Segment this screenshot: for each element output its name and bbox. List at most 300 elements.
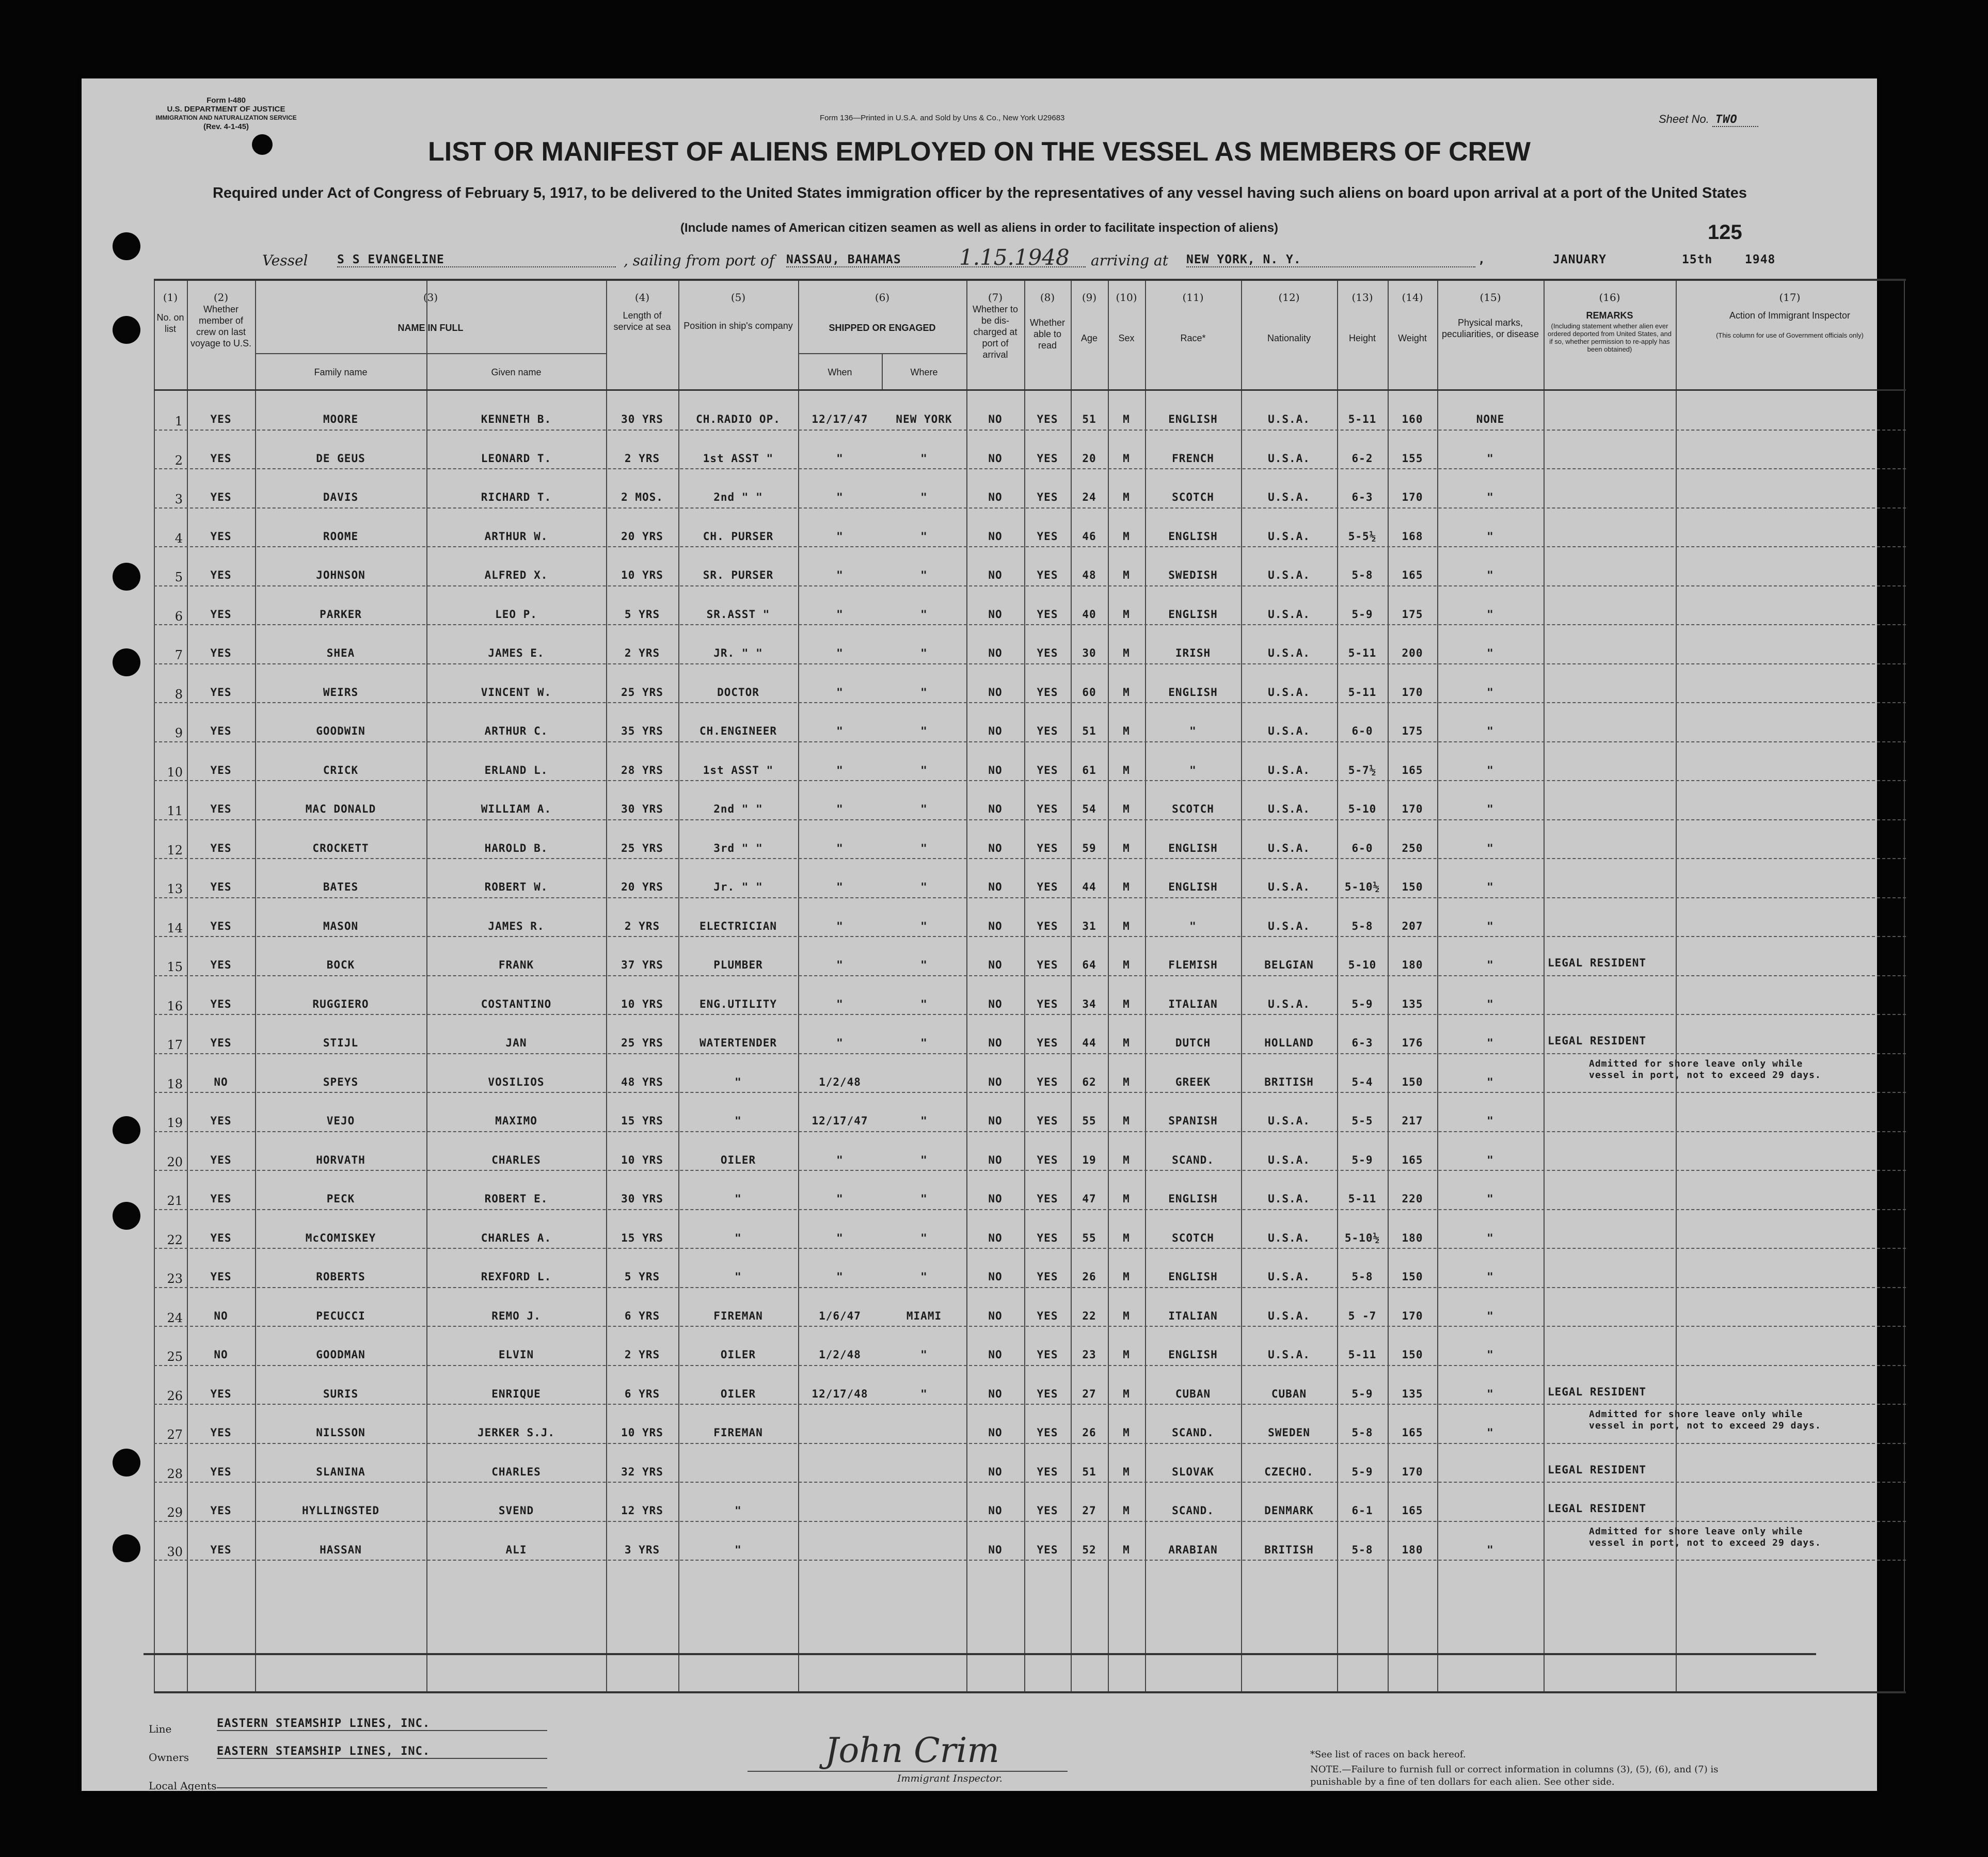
instruction-line: (Include names of American citizen seamen as well as aliens in order to facilitate inspection of aliens): [680, 221, 1279, 235]
age-cell: 51: [1082, 413, 1096, 425]
col-remarks-header: REMARKS: [1586, 310, 1633, 321]
marks-cell: ": [1487, 919, 1494, 932]
row-number-cell: 29: [167, 1505, 183, 1520]
race-cell: ENGLISH: [1168, 530, 1218, 543]
age-cell: 47: [1082, 1193, 1096, 1205]
marks-cell: ": [1487, 842, 1494, 854]
discharged-cell: NO: [988, 530, 1003, 543]
age-cell: 44: [1082, 1037, 1096, 1049]
row-number-cell: 18: [167, 1076, 183, 1091]
age-cell: 40: [1082, 608, 1096, 621]
column-number: (13): [1351, 291, 1373, 304]
marks-cell: ": [1487, 1271, 1494, 1283]
shipped-when-cell: ": [836, 764, 844, 776]
last-voyage-cell: YES: [210, 608, 232, 621]
shipped-where-cell: ": [920, 803, 928, 815]
marks-cell: ": [1487, 1309, 1494, 1322]
height-cell: 5-10: [1348, 959, 1377, 971]
discharged-cell: NO: [988, 1387, 1003, 1400]
position-cell: ": [735, 1543, 742, 1556]
shipped-when-cell: ": [836, 530, 844, 543]
family-name-cell: DE GEUS: [316, 452, 365, 465]
age-cell: 54: [1082, 803, 1096, 815]
last-voyage-cell: YES: [210, 803, 232, 815]
shipped-when-cell: ": [836, 1193, 844, 1205]
race-cell: IRISH: [1175, 647, 1211, 659]
given-name-cell: REMO J.: [491, 1309, 541, 1322]
arrival-port: NEW YORK, N. Y.: [1186, 253, 1475, 267]
height-cell: 5-10: [1348, 803, 1377, 815]
agents-line: [217, 1787, 547, 1788]
marks-cell: ": [1487, 1193, 1494, 1205]
row-number-cell: 4: [174, 531, 183, 546]
punch-hole: [113, 563, 140, 591]
position-cell: CH.ENGINEER: [699, 725, 777, 737]
department: U.S. DEPARTMENT OF JUSTICE: [167, 105, 285, 114]
marks-cell: ": [1487, 491, 1494, 503]
remarks-cell: LEGAL RESIDENT: [1548, 957, 1647, 969]
height-cell: 5-11: [1348, 1193, 1377, 1205]
weight-cell: 165: [1402, 1504, 1423, 1517]
weight-cell: 135: [1402, 997, 1423, 1010]
shipped-where-cell: ": [920, 530, 928, 543]
able-to-read-cell: YES: [1037, 491, 1058, 503]
given-name-cell: VOSILIOS: [488, 1075, 545, 1088]
penalty-note: NOTE.—Failure to furnish full or correct information in columns (3), (5), (6), and (7) is punishable by a fine of ten dollars for each alien. See other side.: [1310, 1764, 1719, 1787]
shipped-where-cell: ": [920, 647, 928, 659]
age-cell: 60: [1082, 686, 1096, 699]
col-no-header: No. on list: [156, 312, 184, 334]
discharged-cell: NO: [988, 686, 1003, 699]
weight-cell: 207: [1402, 919, 1423, 932]
last-voyage-cell: YES: [210, 959, 232, 971]
position-cell: FIREMAN: [713, 1309, 763, 1322]
shipped-where-cell: MIAMI: [906, 1309, 942, 1322]
last-voyage-cell: YES: [210, 452, 232, 465]
race-cell: ENGLISH: [1168, 1193, 1218, 1205]
shipped-where-cell: ": [920, 491, 928, 503]
row-number-cell: 27: [167, 1427, 183, 1442]
sex-cell: M: [1123, 1309, 1130, 1322]
shipped-when-cell: ": [836, 686, 844, 699]
age-cell: 51: [1082, 725, 1096, 737]
punch-hole: [113, 1534, 140, 1562]
row-number-cell: 25: [167, 1350, 183, 1364]
weight-cell: 175: [1402, 725, 1423, 737]
age-cell: 62: [1082, 1075, 1096, 1088]
service-cell: 12 YRS: [621, 1504, 663, 1517]
col-age-header: Age: [1080, 333, 1098, 343]
age-cell: 55: [1082, 1231, 1096, 1244]
position-cell: ": [735, 1115, 742, 1127]
last-voyage-cell: YES: [210, 530, 232, 543]
shipped-where-cell: ": [920, 1153, 928, 1166]
marks-cell: ": [1487, 1543, 1494, 1556]
age-cell: 52: [1082, 1543, 1096, 1556]
position-cell: OILER: [720, 1153, 756, 1166]
able-to-read-cell: YES: [1037, 569, 1058, 581]
marks-cell: ": [1487, 881, 1494, 893]
marks-cell: ": [1487, 569, 1494, 581]
age-cell: 44: [1082, 881, 1096, 893]
col-where-header: Where: [910, 367, 938, 377]
discharged-cell: NO: [988, 452, 1003, 465]
able-to-read-cell: YES: [1037, 959, 1058, 971]
races-note: *See list of races on back hereof.: [1310, 1749, 1466, 1760]
given-name-cell: CHARLES: [491, 1153, 541, 1166]
nationality-cell: U.S.A.: [1268, 1193, 1310, 1205]
last-voyage-cell: YES: [210, 647, 232, 659]
height-cell: 6-3: [1351, 491, 1373, 503]
column-number: (3): [423, 291, 438, 304]
shipped-where-cell: ": [920, 686, 928, 699]
last-voyage-cell: YES: [210, 842, 232, 854]
given-name-cell: KENNETH B.: [481, 413, 552, 425]
sex-cell: M: [1123, 1348, 1130, 1361]
sex-cell: M: [1123, 803, 1130, 815]
department-block: [144, 96, 309, 131]
last-voyage-cell: YES: [210, 919, 232, 932]
marks-cell: NONE: [1476, 413, 1505, 425]
col-weight-header: Weight: [1398, 333, 1427, 343]
weight-cell: 150: [1402, 881, 1423, 893]
column-number: (15): [1480, 291, 1501, 304]
shipped-where-cell: ": [920, 608, 928, 621]
line-label: Line: [149, 1723, 172, 1735]
given-name-cell: MAXIMO: [495, 1115, 537, 1127]
weight-cell: 165: [1402, 1153, 1423, 1166]
service-cell: 25 YRS: [621, 842, 663, 854]
table-row: [154, 1521, 1906, 1560]
family-name-cell: PARKER: [320, 608, 362, 621]
given-name-cell: SVEND: [498, 1504, 534, 1517]
race-cell: SCAND.: [1172, 1426, 1214, 1439]
nationality-cell: DENMARK: [1264, 1504, 1314, 1517]
race-cell: DUTCH: [1175, 1037, 1211, 1049]
sheet-label: Sheet No.: [1659, 113, 1709, 125]
marks-cell: ": [1487, 959, 1494, 971]
family-name-cell: PECK: [326, 1193, 355, 1205]
owners-value: EASTERN STEAMSHIP LINES, INC.: [217, 1745, 547, 1759]
able-to-read-cell: YES: [1037, 1387, 1058, 1400]
race-cell: SCAND.: [1172, 1504, 1214, 1517]
race-cell: SCAND.: [1172, 1153, 1214, 1166]
nationality-cell: U.S.A.: [1268, 491, 1310, 503]
row-number-cell: 19: [167, 1116, 183, 1130]
age-cell: 46: [1082, 530, 1096, 543]
age-cell: 51: [1082, 1465, 1096, 1478]
discharged-cell: NO: [988, 803, 1003, 815]
sex-cell: M: [1123, 530, 1130, 543]
row-number-cell: 30: [167, 1544, 183, 1559]
column-number: (14): [1402, 291, 1423, 304]
family-name-cell: STIJL: [323, 1037, 359, 1049]
given-name-cell: LEONARD T.: [481, 452, 552, 465]
service-cell: 30 YRS: [621, 413, 663, 425]
sex-cell: M: [1123, 569, 1130, 581]
discharged-cell: NO: [988, 1037, 1003, 1049]
col-shipped-header: SHIPPED OR ENGAGED: [829, 323, 936, 333]
discharged-cell: NO: [988, 1348, 1003, 1361]
race-cell: GREEK: [1175, 1075, 1211, 1088]
weight-cell: 150: [1402, 1271, 1423, 1283]
column-number: (6): [874, 291, 890, 304]
given-name-cell: JAN: [505, 1037, 527, 1049]
given-name-cell: CHARLES: [491, 1465, 541, 1478]
shipped-where-cell: ": [920, 842, 928, 854]
col-name-header: NAME IN FULL: [397, 323, 464, 333]
shipped-when-cell: ": [836, 959, 844, 971]
service-cell: 6 YRS: [624, 1387, 660, 1400]
last-voyage-cell: YES: [210, 1037, 232, 1049]
height-cell: 6-0: [1351, 842, 1373, 854]
sex-cell: M: [1123, 647, 1130, 659]
service-cell: 3 YRS: [624, 1543, 660, 1556]
family-name-cell: SHEA: [326, 647, 355, 659]
height-cell: 5-8: [1351, 1543, 1373, 1556]
shipped-when-cell: ": [836, 1231, 844, 1244]
table-row: [154, 1053, 1906, 1092]
age-cell: 59: [1082, 842, 1096, 854]
race-cell: ENGLISH: [1168, 1348, 1218, 1361]
given-name-cell: JAMES R.: [488, 919, 545, 932]
discharged-cell: NO: [988, 1271, 1003, 1283]
service-cell: 25 YRS: [621, 1037, 663, 1049]
nationality-cell: U.S.A.: [1268, 725, 1310, 737]
marks-cell: ": [1487, 1348, 1494, 1361]
family-name-cell: WEIRS: [323, 686, 359, 699]
marks-cell: ": [1487, 1387, 1494, 1400]
sex-cell: M: [1123, 1465, 1130, 1478]
col-action-header: Action of Immigrant Inspector: [1729, 310, 1851, 321]
row-divider: [154, 1560, 1906, 1561]
height-cell: 5-8: [1351, 1271, 1373, 1283]
nationality-cell: U.S.A.: [1268, 608, 1310, 621]
given-name-cell: ALI: [505, 1543, 527, 1556]
last-voyage-cell: NO: [214, 1075, 228, 1088]
table-row: [154, 390, 1906, 430]
col-family-name-header: Family name: [314, 367, 368, 377]
position-cell: FIREMAN: [713, 1426, 763, 1439]
nationality-cell: U.S.A.: [1268, 881, 1310, 893]
service-cell: 10 YRS: [621, 1153, 663, 1166]
shipped-where-cell: ": [920, 569, 928, 581]
position-cell: 3rd " ": [713, 842, 763, 854]
family-name-cell: MOORE: [323, 413, 359, 425]
agents-label: Local Agents: [149, 1780, 217, 1792]
weight-cell: 217: [1402, 1115, 1423, 1127]
row-number-cell: 23: [167, 1272, 183, 1286]
age-cell: 19: [1082, 1153, 1096, 1166]
column-number: (12): [1278, 291, 1300, 304]
discharged-cell: NO: [988, 1309, 1003, 1322]
able-to-read-cell: YES: [1037, 1153, 1058, 1166]
given-name-cell: ARTHUR C.: [484, 725, 548, 737]
given-name-cell: ELVIN: [498, 1348, 534, 1361]
age-cell: 26: [1082, 1271, 1096, 1283]
age-cell: 64: [1082, 959, 1096, 971]
race-cell: SCOTCH: [1172, 803, 1214, 815]
age-cell: 23: [1082, 1348, 1096, 1361]
column-number: (7): [988, 291, 1003, 304]
given-name-cell: ROBERT W.: [484, 881, 548, 893]
nationality-cell: U.S.A.: [1268, 803, 1310, 815]
sex-cell: M: [1123, 1037, 1130, 1049]
height-cell: 5-9: [1351, 1153, 1373, 1166]
row-number-cell: 6: [174, 609, 183, 624]
height-cell: 5-5½: [1348, 530, 1377, 543]
able-to-read-cell: YES: [1037, 1543, 1058, 1556]
weight-cell: 180: [1402, 1231, 1423, 1244]
row-number-cell: 17: [167, 1038, 183, 1052]
sex-cell: M: [1123, 1271, 1130, 1283]
sex-cell: M: [1123, 1115, 1130, 1127]
age-cell: 26: [1082, 1426, 1096, 1439]
nationality-cell: U.S.A.: [1268, 530, 1310, 543]
column-number: (9): [1082, 291, 1097, 304]
position-cell: OILER: [720, 1348, 756, 1361]
height-cell: 5-9: [1351, 997, 1373, 1010]
family-name-cell: NILSSON: [316, 1426, 365, 1439]
nationality-cell: U.S.A.: [1268, 1309, 1310, 1322]
family-name-cell: MAC DONALD: [305, 803, 376, 815]
family-name-cell: BATES: [323, 881, 359, 893]
shipped-when-cell: 12/17/47: [812, 1115, 868, 1127]
shipped-where-cell: ": [920, 764, 928, 776]
family-name-cell: MASON: [323, 919, 359, 932]
position-cell: CH. PURSER: [703, 530, 774, 543]
discharged-cell: NO: [988, 764, 1003, 776]
handwritten-date: 1.15.1948: [959, 245, 1070, 270]
weight-cell: 150: [1402, 1348, 1423, 1361]
shipped-when-cell: 1/2/48: [819, 1348, 861, 1361]
shipped-when-cell: 1/6/47: [819, 1309, 861, 1322]
table-row: [154, 507, 1906, 547]
last-voyage-cell: YES: [210, 997, 232, 1010]
able-to-read-cell: YES: [1037, 1465, 1058, 1478]
last-voyage-cell: YES: [210, 1543, 232, 1556]
column-number: (4): [634, 291, 650, 304]
col-action-note: (This column for use of Government officials only): [1716, 331, 1864, 339]
table-row: [154, 780, 1906, 819]
col-nationality-header: Nationality: [1267, 333, 1311, 343]
column-number: (8): [1040, 291, 1055, 304]
shipped-when-cell: ": [836, 725, 844, 737]
table-row: [154, 975, 1906, 1014]
column-number: (16): [1599, 291, 1620, 304]
discharged-cell: NO: [988, 1075, 1003, 1088]
sex-cell: M: [1123, 764, 1130, 776]
service-cell: 35 YRS: [621, 725, 663, 737]
race-cell: SLOVAK: [1172, 1465, 1214, 1478]
arrival-comma: ,: [1478, 253, 1486, 266]
shipped-when-cell: ": [836, 608, 844, 621]
marks-cell: ": [1487, 1153, 1494, 1166]
weight-cell: 168: [1402, 530, 1423, 543]
inspector-signature: John Crim: [825, 1731, 999, 1770]
nationality-cell: U.S.A.: [1268, 569, 1310, 581]
sex-cell: M: [1123, 1504, 1130, 1517]
nationality-cell: U.S.A.: [1268, 413, 1310, 425]
table-row: [154, 936, 1906, 975]
family-name-cell: SPEYS: [323, 1075, 359, 1088]
service-cell: 10 YRS: [621, 569, 663, 581]
family-name-cell: VEJO: [326, 1115, 355, 1127]
able-to-read-cell: YES: [1037, 1426, 1058, 1439]
table-row: [154, 1209, 1906, 1248]
discharged-cell: NO: [988, 1115, 1003, 1127]
discharged-cell: NO: [988, 842, 1003, 854]
given-name-cell: ARTHUR W.: [484, 530, 548, 543]
height-cell: 5-7½: [1348, 764, 1377, 776]
service-cell: 2 YRS: [624, 1348, 660, 1361]
row-number-cell: 3: [174, 492, 183, 506]
race-cell: ": [1189, 919, 1197, 932]
printer-line: Form 136—Printed in U.S.A. and Sold by Uns & Co., New York U29683: [820, 114, 1065, 122]
table-row: [154, 585, 1906, 625]
arriving-label: arriving at: [1091, 252, 1168, 269]
last-voyage-cell: YES: [210, 881, 232, 893]
position-cell: 1st ASST ": [703, 452, 774, 465]
able-to-read-cell: YES: [1037, 1115, 1058, 1127]
family-name-cell: SLANINA: [316, 1465, 365, 1478]
family-name-cell: GOODMAN: [316, 1348, 365, 1361]
nationality-cell: BRITISH: [1264, 1075, 1314, 1088]
row-number-cell: 12: [167, 843, 183, 858]
able-to-read-cell: YES: [1037, 842, 1058, 854]
table-row: [154, 1482, 1906, 1521]
last-voyage-cell: NO: [214, 1348, 228, 1361]
row-number-cell: 28: [167, 1466, 183, 1481]
weight-cell: 150: [1402, 1075, 1423, 1088]
sex-cell: M: [1123, 491, 1130, 503]
discharged-cell: NO: [988, 491, 1003, 503]
nationality-cell: U.S.A.: [1268, 1271, 1310, 1283]
able-to-read-cell: YES: [1037, 725, 1058, 737]
able-to-read-cell: YES: [1037, 1271, 1058, 1283]
table-row: [154, 468, 1906, 507]
race-cell: CUBAN: [1175, 1387, 1211, 1400]
height-cell: 5-10½: [1344, 1231, 1380, 1244]
height-cell: 5-9: [1351, 1465, 1373, 1478]
given-name-cell: ROBERT E.: [484, 1193, 548, 1205]
table-row: [154, 430, 1906, 469]
age-cell: 24: [1082, 491, 1096, 503]
service-cell: 37 YRS: [621, 959, 663, 971]
able-to-read-cell: YES: [1037, 1309, 1058, 1322]
table-row: [154, 702, 1906, 741]
col-when-header: When: [828, 367, 852, 377]
inspector-label: Immigrant Inspector.: [897, 1773, 1003, 1784]
weight-cell: 170: [1402, 803, 1423, 815]
table-row: [154, 1443, 1906, 1482]
race-cell: FRENCH: [1172, 452, 1214, 465]
shipped-where-cell: ": [920, 1193, 928, 1205]
service-cell: 48 YRS: [621, 1075, 663, 1088]
height-cell: 5-8: [1351, 919, 1373, 932]
weight-cell: 155: [1402, 452, 1423, 465]
last-voyage-cell: YES: [210, 491, 232, 503]
nationality-cell: CUBAN: [1271, 1387, 1307, 1400]
race-cell: ITALIAN: [1168, 1309, 1218, 1322]
position-cell: SR.ASST ": [706, 608, 770, 621]
nationality-cell: CZECHO.: [1264, 1465, 1314, 1478]
column-number: (2): [213, 291, 229, 304]
weight-cell: 220: [1402, 1193, 1423, 1205]
column-number: (1): [163, 291, 178, 304]
height-cell: 5-8: [1351, 569, 1373, 581]
col-last-voyage-header: Whether member of crew on last voyage to U.S.: [190, 304, 252, 348]
